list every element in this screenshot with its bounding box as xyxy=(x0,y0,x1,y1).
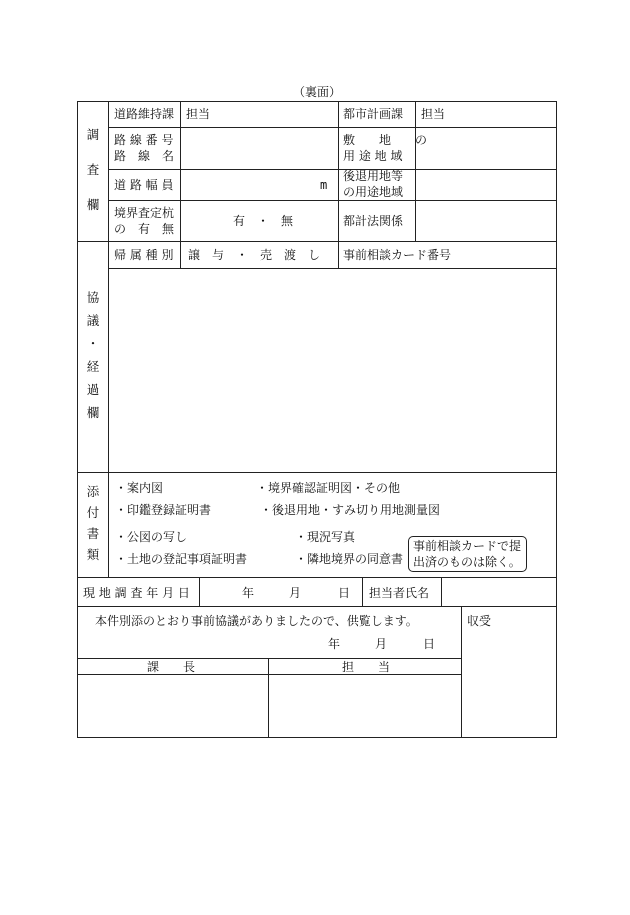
received-label: 収受 xyxy=(467,614,492,628)
consult-section-label: 協 議 ・ 経 過 欄 xyxy=(86,290,100,420)
setback-use-label-2: の用途地域 xyxy=(343,185,404,199)
chief-seal-box[interactable] xyxy=(78,675,268,737)
survey-row-line-3 xyxy=(108,200,556,201)
person-name-field[interactable] xyxy=(442,578,556,606)
route-label-2: 路 線 名 xyxy=(114,149,175,163)
border-right xyxy=(556,101,557,738)
city-law-label: 都計法関係 xyxy=(343,214,404,228)
site-survey-bottom-line xyxy=(77,606,557,607)
attach-section-label: 添 付 書 類 xyxy=(86,484,100,562)
site-survey-month: 月 xyxy=(289,586,302,600)
border-top xyxy=(77,101,557,102)
attach-note-line-2: 出済のものは除く。 xyxy=(413,555,521,569)
attach-item-map: ・案内図 xyxy=(115,481,164,495)
circ-line-1 xyxy=(77,658,462,659)
survey-col-line-2 xyxy=(338,101,339,268)
setback-use-label-1: 後退用地等 xyxy=(343,169,404,183)
attach-item-photos: ・現況写真 xyxy=(295,530,356,544)
received-stamp-box[interactable] xyxy=(462,630,556,737)
site-use-label-1: 敷 地 の xyxy=(343,133,428,147)
attribution-options[interactable]: 譲 与 ・ 売 渡 し xyxy=(188,248,321,262)
road-maint-label: 道路維持課 xyxy=(114,107,175,121)
site-use-label-2: 用 途 地 域 xyxy=(343,149,403,163)
circulation-year: 年 xyxy=(328,637,341,651)
attach-item-seal-cert: ・印鑑登録証明書 xyxy=(115,503,212,517)
attach-item-registry-cert: ・土地の登記事項証明書 xyxy=(115,552,248,566)
survey-section-label: 調 査 欄 xyxy=(86,127,100,212)
attach-item-setback-survey: ・後退用地・すみ切り用地測量図 xyxy=(260,503,441,517)
border-bottom xyxy=(77,737,557,738)
circulation-day: 日 xyxy=(423,637,436,651)
staff-seal-box[interactable] xyxy=(269,675,461,737)
boundary-choice[interactable]: 有 ・ 無 xyxy=(233,214,294,228)
consult-top-line xyxy=(77,241,557,242)
city-plan-value: 担当 xyxy=(421,107,446,121)
attach-item-boundary-cert: ・境界確認証明図・その他 xyxy=(256,481,401,495)
staff-label: 担 当 xyxy=(342,660,391,674)
attach-note-line-1: 事前相談カードで提 xyxy=(413,539,522,553)
site-col-line-1 xyxy=(199,577,200,606)
road-maint-value: 担当 xyxy=(186,107,211,121)
attach-item-cadastral-copy: ・公図の写し xyxy=(115,530,188,544)
consult-notes-area[interactable] xyxy=(109,269,556,472)
attach-top-line xyxy=(77,472,557,473)
person-name-label: 担当者氏名 xyxy=(369,586,430,600)
circulation-month: 月 xyxy=(375,637,388,651)
route-label-1: 路 線 番 号 xyxy=(114,133,174,147)
chief-label: 課 長 xyxy=(147,660,196,674)
survey-col-line-3 xyxy=(415,101,416,241)
road-width-label: 道 路 幅 員 xyxy=(114,178,174,192)
site-survey-day: 日 xyxy=(338,586,351,600)
card-number-label: 事前相談カード番号 xyxy=(343,248,452,262)
site-survey-label: 現 地 調 査 年 月 日 xyxy=(83,586,190,600)
attribution-label: 帰 属 種 別 xyxy=(114,248,174,262)
survey-row-line-2 xyxy=(108,169,556,170)
border-left xyxy=(77,101,78,738)
survey-row-line-1 xyxy=(108,127,556,128)
site-col-line-2 xyxy=(362,577,363,606)
site-survey-year: 年 xyxy=(242,586,255,600)
boundary-label-2: の 有 無 xyxy=(114,222,175,236)
city-plan-label: 都市計画課 xyxy=(343,107,404,121)
consult-col-line-1 xyxy=(180,241,181,268)
page-caption: （裏面） xyxy=(293,85,342,99)
road-width-unit: m xyxy=(320,178,328,192)
attach-item-neighbor-consent: ・隣地境界の同意書 xyxy=(295,552,404,566)
survey-col-line-1 xyxy=(180,101,181,241)
boundary-label-1: 境界査定杭 xyxy=(114,206,175,220)
circulation-text: 本件別添のとおり事前協議がありましたので、供覧します。 xyxy=(95,614,418,628)
